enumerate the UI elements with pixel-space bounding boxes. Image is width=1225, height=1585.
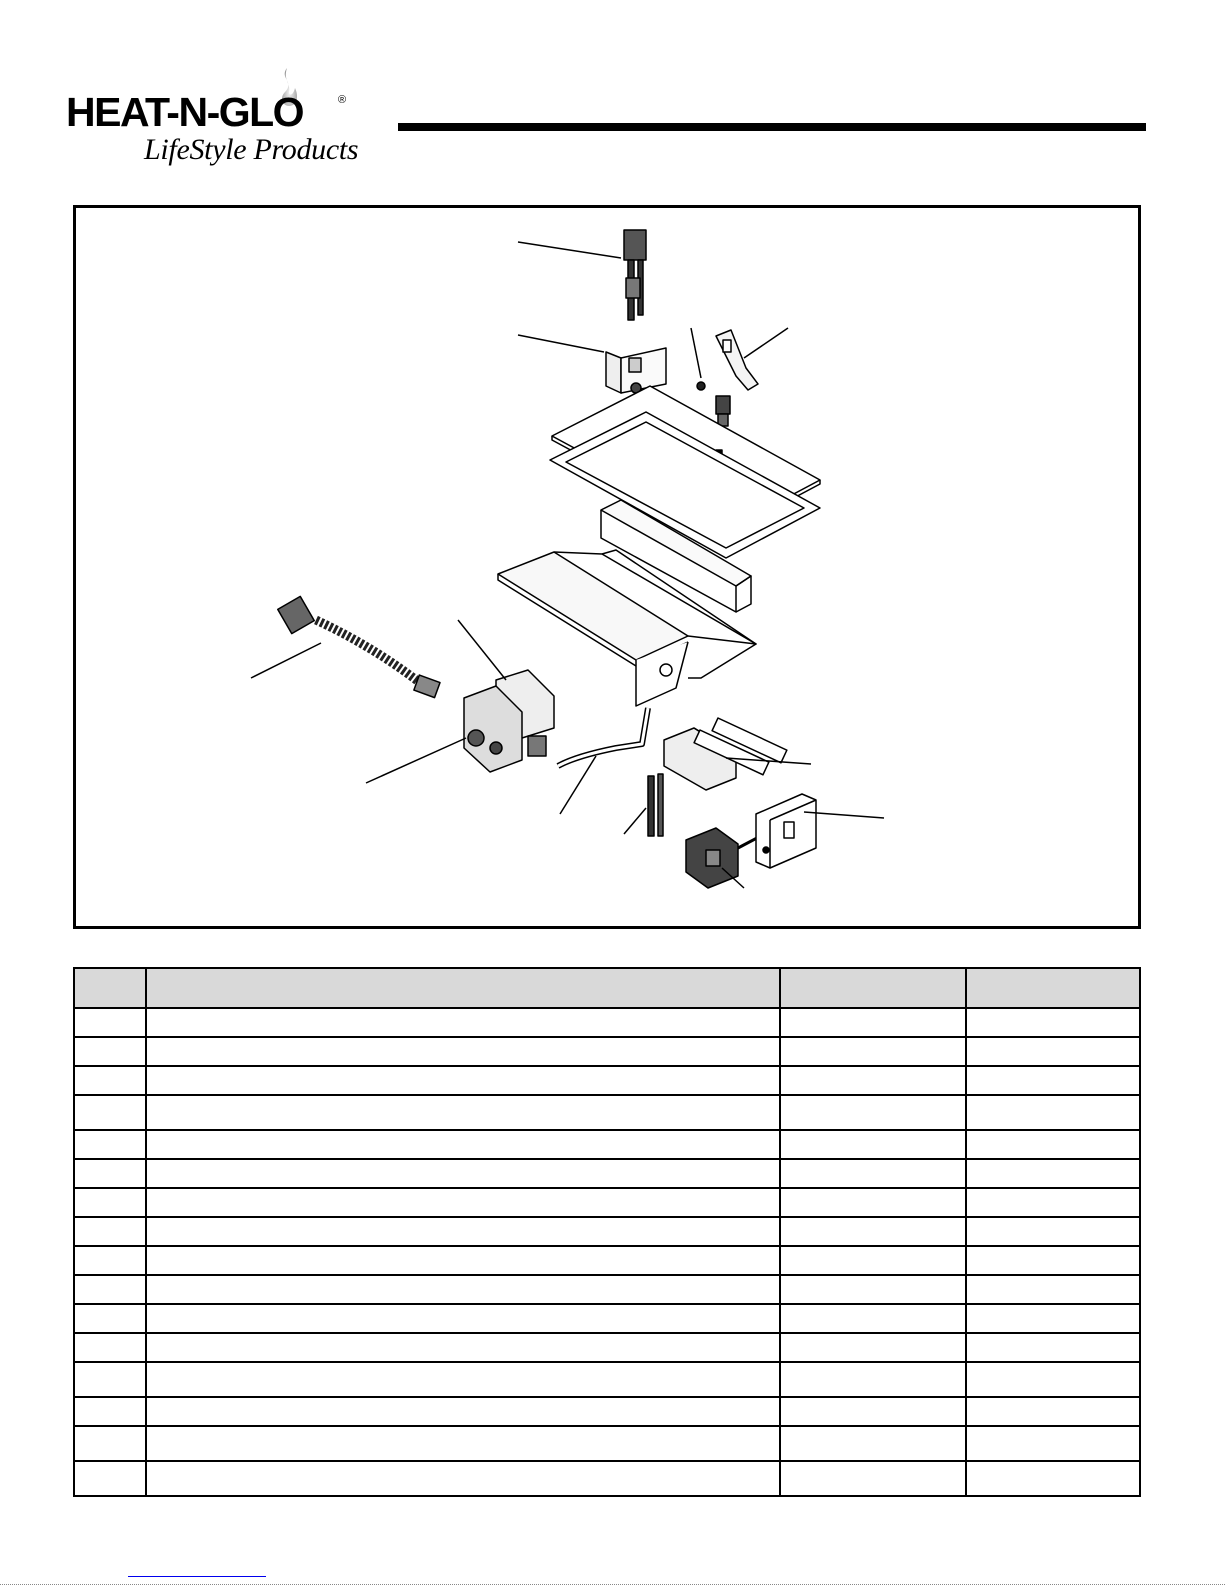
table-cell — [74, 1037, 146, 1066]
table-cell — [780, 1304, 966, 1333]
switch-box — [756, 794, 816, 868]
table-row — [74, 1426, 1140, 1461]
table-cell — [780, 1333, 966, 1362]
table-cell — [146, 1275, 780, 1304]
table-cell — [146, 1362, 780, 1397]
table-cell — [146, 1426, 780, 1461]
header-cell-qty — [966, 968, 1140, 1008]
table-cell — [780, 1275, 966, 1304]
table-cell — [780, 1246, 966, 1275]
table-cell — [146, 1188, 780, 1217]
table-row — [74, 1095, 1140, 1130]
table-cell — [780, 1066, 966, 1095]
pilot-bracket — [606, 348, 666, 393]
pilot-tube — [558, 708, 648, 766]
table-cell — [966, 1275, 1140, 1304]
table-cell — [966, 1246, 1140, 1275]
parts-list-table — [73, 967, 1141, 1497]
table-cell — [146, 1066, 780, 1095]
table-cell — [780, 1159, 966, 1188]
table-row — [74, 1066, 1140, 1095]
footer-link-underline[interactable] — [128, 1576, 266, 1577]
table-cell — [966, 1159, 1140, 1188]
table-cell — [966, 1461, 1140, 1496]
header-rule — [398, 123, 1146, 131]
angle-bracket — [716, 330, 758, 390]
table-cell — [966, 1037, 1140, 1066]
table-cell — [74, 1304, 146, 1333]
wire-harness — [648, 774, 663, 836]
table-cell — [966, 1217, 1140, 1246]
table-cell — [146, 1333, 780, 1362]
table-cell — [146, 1159, 780, 1188]
table-row — [74, 1397, 1140, 1426]
table-cell — [146, 1095, 780, 1130]
table-cell — [146, 1008, 780, 1037]
header-cell-part-number — [780, 968, 966, 1008]
table-cell — [74, 1217, 146, 1246]
table-cell — [780, 1008, 966, 1037]
table-cell — [74, 1333, 146, 1362]
table-cell — [74, 1397, 146, 1426]
pilot-assembly — [624, 230, 646, 320]
table-cell — [146, 1461, 780, 1496]
table-header-row — [74, 968, 1140, 1008]
orifice-fitting — [697, 382, 705, 390]
table-cell — [74, 1246, 146, 1275]
table-row — [74, 1217, 1140, 1246]
elbow-fitting — [716, 396, 730, 426]
table-cell — [74, 1066, 146, 1095]
table-cell — [74, 1362, 146, 1397]
table-row — [74, 1008, 1140, 1037]
table-cell — [780, 1426, 966, 1461]
table-cell — [780, 1397, 966, 1426]
table-cell — [780, 1188, 966, 1217]
table-cell — [74, 1461, 146, 1496]
exploded-parts-diagram — [73, 205, 1141, 929]
table-row — [74, 1130, 1140, 1159]
firebox-floor-pan — [498, 552, 688, 660]
table-row — [74, 1275, 1140, 1304]
table-cell — [74, 1275, 146, 1304]
table-row — [74, 1159, 1140, 1188]
table-row — [74, 1362, 1140, 1397]
brand-name: HEAT-N-GLO — [66, 89, 304, 135]
table-cell — [966, 1008, 1140, 1037]
flex-gas-line — [278, 596, 440, 697]
table-cell — [146, 1304, 780, 1333]
table-cell — [780, 1217, 966, 1246]
header-cell-item — [74, 968, 146, 1008]
table-cell — [966, 1130, 1140, 1159]
registered-mark: ® — [338, 94, 347, 106]
table-cell — [780, 1095, 966, 1130]
table-cell — [780, 1037, 966, 1066]
table-cell — [966, 1333, 1140, 1362]
table-cell — [74, 1008, 146, 1037]
table-cell — [146, 1397, 780, 1426]
table-cell — [146, 1246, 780, 1275]
table-row — [74, 1461, 1140, 1496]
junction-box — [664, 718, 787, 790]
heat-n-glo-logo — [66, 62, 386, 182]
table-cell — [966, 1066, 1140, 1095]
brand-tagline: LifeStyle Products — [144, 133, 359, 166]
table-cell — [146, 1217, 780, 1246]
table-cell — [966, 1397, 1140, 1426]
table-row — [74, 1037, 1140, 1066]
table-cell — [966, 1188, 1140, 1217]
table-cell — [966, 1426, 1140, 1461]
table-row — [74, 1246, 1140, 1275]
table-row — [74, 1188, 1140, 1217]
table-cell — [966, 1095, 1140, 1130]
header-cell-description — [146, 968, 780, 1008]
table-cell — [966, 1304, 1140, 1333]
table-row — [74, 1304, 1140, 1333]
table-cell — [780, 1461, 966, 1496]
table-cell — [74, 1188, 146, 1217]
table-cell — [780, 1130, 966, 1159]
table-cell — [966, 1362, 1140, 1397]
table-cell — [780, 1362, 966, 1397]
table-row — [74, 1333, 1140, 1362]
table-cell — [146, 1130, 780, 1159]
table-cell — [74, 1130, 146, 1159]
table-cell — [74, 1159, 146, 1188]
table-cell — [74, 1426, 146, 1461]
table-cell — [146, 1037, 780, 1066]
table-cell — [74, 1095, 146, 1130]
